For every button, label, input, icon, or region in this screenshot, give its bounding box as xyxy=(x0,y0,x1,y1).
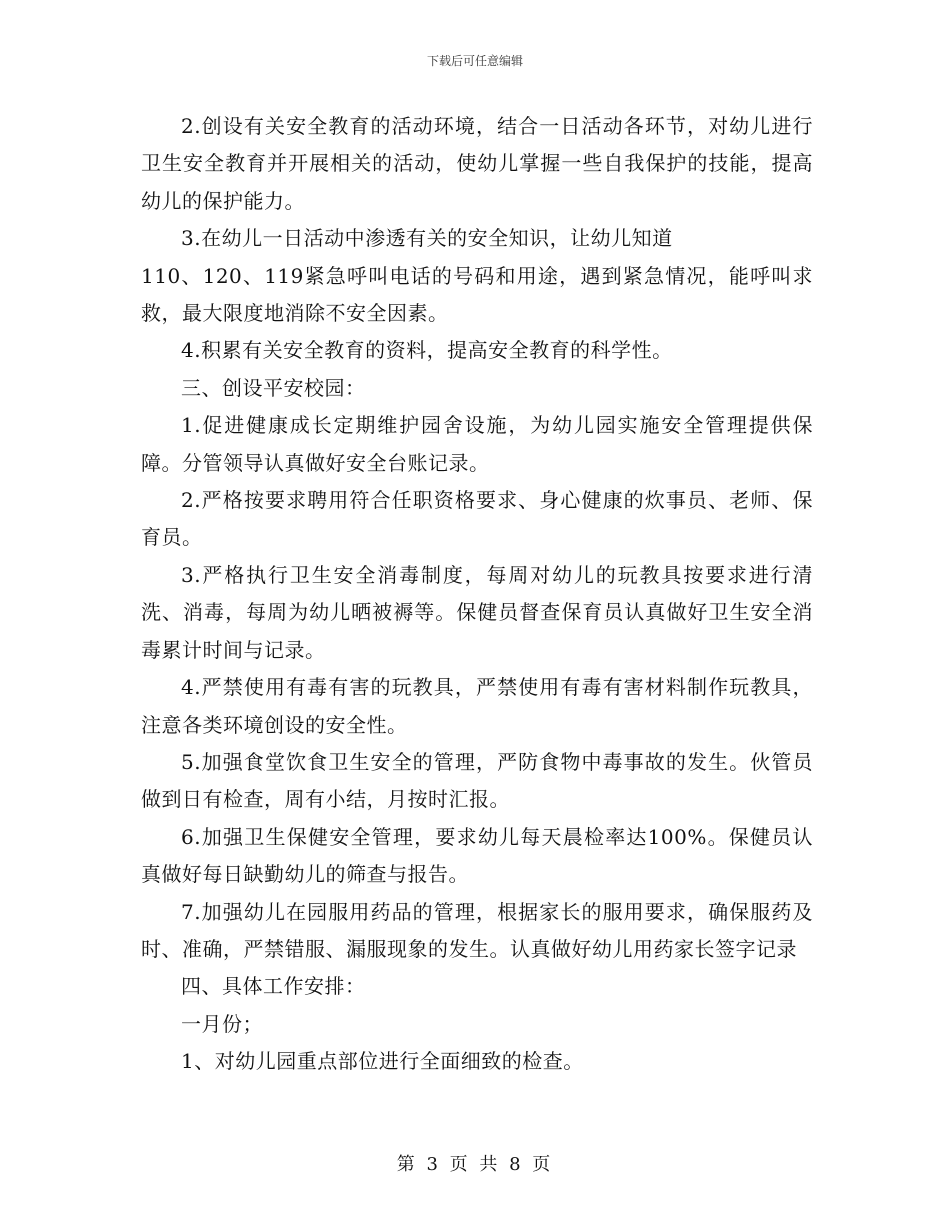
subheading: 一月份； xyxy=(181,1011,263,1036)
paragraph: 2.严格按要求聘用符合任职资格要求、身心健康的炊事员、老师、保育员。 xyxy=(141,488,813,550)
paragraph: 3.严格执行卫生安全消毒制度，每周对幼儿的玩教具按要求进行清洗、消毒，每周为幼儿晒被褥等。保健员督查保育员认真做好卫生安全消毒累计时间与记录。 xyxy=(141,562,813,662)
page-footer: 第 3 页 共 8 页 xyxy=(396,1154,554,1175)
paragraph: 3.在幼儿一日活动中渗透有关的安全知识，让幼儿知道 xyxy=(181,226,673,251)
paragraph: 110、120、119紧急呼叫电话的号码和用途，遇到紧急情况，能呼叫求救，最大限度地消除不安全因素。 xyxy=(141,263,813,326)
section-heading: 三、创设平安校园： xyxy=(181,375,366,400)
paragraph: 1、对幼儿园重点部位进行全面细致的检查。 xyxy=(181,1049,584,1074)
paragraph: 5.加强食堂饮食卫生安全的管理，严防食物中毒事故的发生。伙管员做到日有检查，周有小结，月按时汇报。 xyxy=(141,749,813,812)
paragraph: 4.严禁使用有毒有害的玩教具，严禁使用有毒有害材料制作玩教具，注意各类环境创设的安全性。 xyxy=(141,675,813,737)
section-heading: 四、具体工作安排： xyxy=(181,974,366,999)
paragraph: 7.加强幼儿在园服用药品的管理，根据家长的服用要求，确保服药及时、准确，严禁错服、漏服现象的发生。认真做好幼儿用药家长签字记录 xyxy=(141,899,813,961)
paragraph: 6.加强卫生保健安全管理，要求幼儿每天晨检率达100%。保健员认真做好每日缺勤幼儿的筛查与报告。 xyxy=(141,824,813,887)
page-header: 下载后可任意编辑 xyxy=(426,54,523,68)
paragraph: 1.促进健康成长定期维护园舍设施，为幼儿园实施安全管理提供保障。分管领导认真做好安全台账记录。 xyxy=(141,413,813,475)
paragraph: 2.创设有关安全教育的活动环境，结合一日活动各环节，对幼儿进行卫生安全教育并开展相关的活动，使幼儿掌握一些自我保护的技能，提高幼儿的保护能力。 xyxy=(141,114,813,213)
paragraph: 4.积累有关安全教育的资料，提高安全教育的科学性。 xyxy=(181,338,673,363)
document-body xyxy=(141,108,813,1081)
